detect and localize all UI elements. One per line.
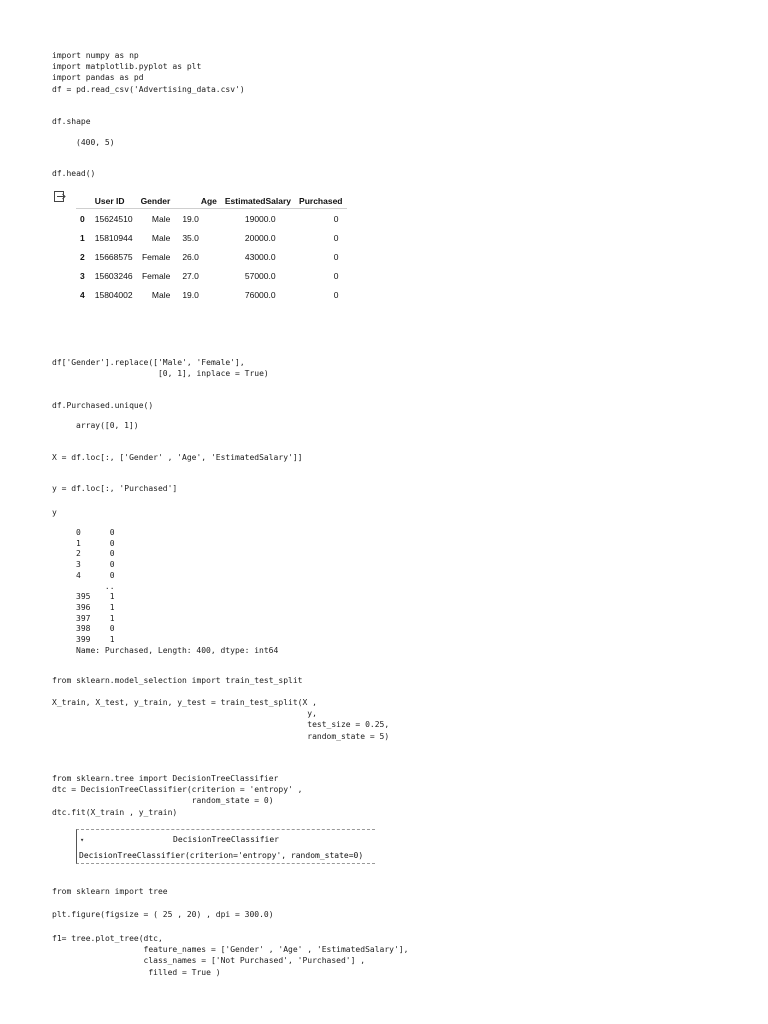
cell-age: 27.0 [182, 270, 199, 281]
y-assign-cell[interactable]: y = df.loc[:, 'Purchased'] [52, 484, 178, 493]
figure-cell[interactable]: plt.figure(figsize = ( 25 , 20) , dpi = 300.0) [52, 910, 274, 919]
tree-import-cell[interactable]: from sklearn import tree [52, 887, 168, 896]
row-index: 2 [80, 251, 85, 262]
cell-purchased: 0 [333, 232, 339, 243]
column-header-purchased: Purchased [295, 193, 346, 209]
column-header-estimated-salary: EstimatedSalary [221, 193, 295, 209]
cell-gender: Male [151, 289, 171, 300]
cell-user-id: 15624510 [94, 213, 133, 224]
column-header-gender: Gender [137, 193, 175, 209]
table-row [76, 228, 347, 247]
replace-cell[interactable]: df['Gender'].replace(['Male', 'Female'], [0, 1], inplace = True) [52, 358, 269, 379]
cell-user-id: 15668575 [94, 251, 133, 262]
unique-output: array([0, 1]) [76, 421, 139, 430]
table-row [76, 266, 347, 285]
cell-estimated-salary: 57000.0 [244, 270, 276, 281]
table-row [76, 209, 347, 229]
cell-purchased: 0 [333, 251, 339, 262]
split-import-cell[interactable]: from sklearn.model_selection import train_test_split [52, 676, 303, 685]
column-header-user-id: User ID [91, 193, 137, 209]
split-cell[interactable]: X_train, X_test, y_train, y_test = train_test_split(X , y, test_size = 0.25, random_state = 5) [52, 698, 390, 741]
cell-estimated-salary: 76000.0 [244, 289, 276, 300]
cell-purchased: 0 [333, 289, 339, 300]
row-index: 1 [80, 232, 85, 243]
cell-gender: Male [151, 232, 171, 243]
imports-cell[interactable]: import numpy as np import matplotlib.pyplot as plt import pandas as pd df = pd.read_csv('Advertising_data.csv') [52, 51, 245, 94]
estimator-title: DecisionTreeClassifier [173, 835, 279, 844]
column-header-age: Age [174, 193, 221, 209]
plot-tree-cell[interactable]: f1= tree.plot_tree(dtc, feature_names = ['Gender' , 'Age' , 'EstimatedSalary'], class_names = ['Not Purchased', 'Purchased'] , filled = True ) [52, 934, 409, 977]
cell-estimated-salary: 20000.0 [244, 232, 276, 243]
row-index: 3 [80, 270, 85, 281]
head-cell[interactable]: df.head() [52, 169, 96, 178]
cell-purchased: 0 [333, 270, 339, 281]
cell-age: 19.0 [182, 213, 199, 224]
table-header-row [76, 193, 347, 209]
cell-age: 26.0 [182, 251, 199, 262]
shape-output: (400, 5) [76, 138, 115, 147]
cell-gender: Female [141, 251, 171, 262]
row-index: 4 [80, 289, 85, 300]
cell-age: 35.0 [182, 232, 199, 243]
cell-user-id: 15804002 [94, 289, 133, 300]
shape-cell[interactable]: df.shape [52, 117, 91, 126]
cell-estimated-salary: 19000.0 [244, 213, 276, 224]
cell-gender: Male [151, 213, 171, 224]
cell-gender: Female [141, 270, 171, 281]
y-series-output: 0 0 1 0 2 0 3 0 4 0 .. 395 1 396 1 397 1 398 0 399 1 Name: Purchased, Length: 400, dtype: int64 [76, 528, 279, 655]
cell-estimated-salary: 43000.0 [244, 251, 276, 262]
output-redirect-icon[interactable] [54, 191, 66, 202]
cell-user-id: 15603246 [94, 270, 133, 281]
index-header [76, 193, 91, 209]
estimator-params: DecisionTreeClassifier(criterion='entropy', random_state=0) [79, 851, 364, 860]
dataframe-table [76, 193, 347, 304]
dtc-cell[interactable]: from sklearn.tree import DecisionTreeClassifier dtc = DecisionTreeClassifier(criterion = 'entropy' , random_state = 0) dtc.fit(X_train , y_train) [52, 774, 303, 817]
table-row [76, 247, 347, 266]
cell-user-id: 15810944 [94, 232, 133, 243]
expand-toggle-icon[interactable]: ▾ [80, 836, 85, 844]
x-assign-cell[interactable]: X = df.loc[:, ['Gender' , 'Age', 'EstimatedSalary']] [52, 453, 303, 462]
estimator-repr-box[interactable] [76, 829, 375, 864]
cell-age: 19.0 [182, 289, 199, 300]
table-row [76, 285, 347, 304]
unique-cell[interactable]: df.Purchased.unique() [52, 401, 154, 410]
y-show-cell[interactable]: y [52, 508, 57, 517]
row-index: 0 [80, 213, 85, 224]
cell-purchased: 0 [333, 213, 339, 224]
